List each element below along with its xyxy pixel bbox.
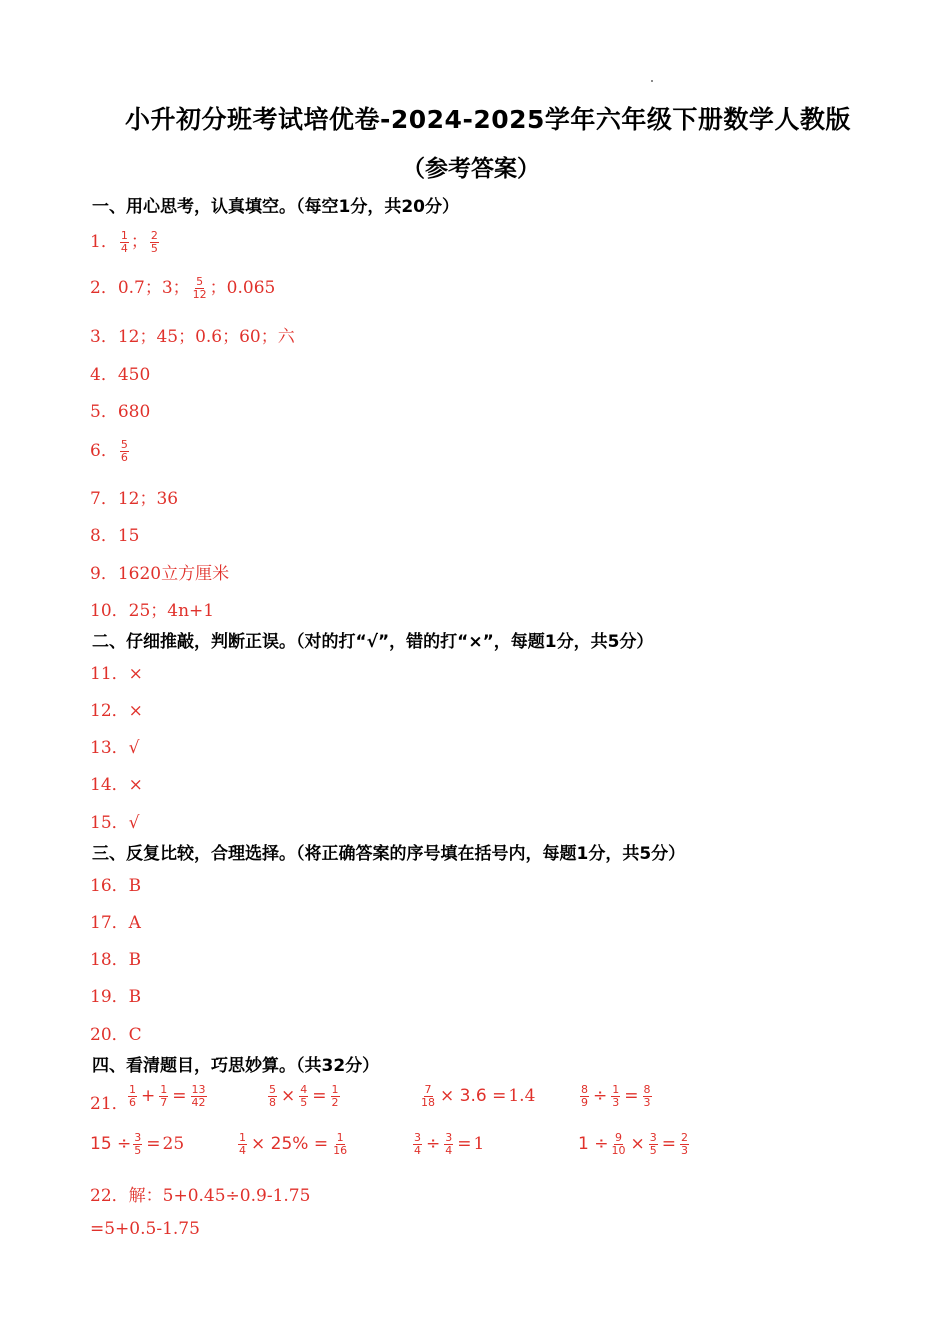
answer-8: 8．15 [90,526,140,546]
answer-12: 12．× [90,701,143,721]
answer-4: 4．450 [90,365,151,385]
answer-14: 14．× [90,775,143,795]
answer-16: 16．B [90,876,142,896]
calc-expression-5: 15 ÷ $\frac{3}{5}$ = 25 [90,1131,185,1157]
answer-9: 9．1620立方厘米 [90,564,230,584]
answer-7: 7．12；36 [90,489,179,509]
calc-expression-6: $\frac{1}{4}$ × 25% = $\frac{1}{16}$ [239,1131,348,1157]
answer-20: 20．C [90,1025,142,1045]
fraction: $\frac{1}{4}$ [120,229,128,255]
answer-1: 1． $\frac{1}{4}$ ； $\frac{2}{5}$ [90,229,158,255]
section-heading-4: 四、看清题目，巧思妙算。（共32分） [92,1056,380,1076]
answer-3: 3．12；45；0.6；60；六 [90,327,295,347]
section-heading-3: 三、反复比较，合理选择。（将正确答案的序号填在括号内，每题1分，共5分） [92,844,686,864]
calc-expression-3: $\frac{7}{18}$ × 3.6 = 1.4 [421,1083,536,1109]
answer-21-label: 21． [90,1094,129,1114]
answer-22-step: =5+0.5-1.75 [90,1219,200,1239]
page-speck [651,80,653,82]
answer-19: 19．B [90,987,142,1007]
page-title: 小升初分班考试培优卷-2024-2025学年六年级下册数学人教版 [125,105,851,134]
answer-10: 10．25；4n+1 [90,601,215,621]
calc-expression-4: $\frac{8}{9}$ ÷ $\frac{1}{3}$ = $\frac{8}{3}$ [581,1083,651,1109]
fraction: $\frac{5}{12}$ [192,275,207,301]
answer-22: 22．解：5+0.45÷0.9-1.75 [90,1186,311,1206]
calc-expression-1: $\frac{1}{6}$ + $\frac{1}{7}$ = $\frac{13}{42}$ [129,1083,206,1109]
section-heading-1: 一、用心思考，认真填空。（每空1分，共20分） [92,197,459,217]
fraction: $\frac{5}{6}$ [120,438,128,464]
answer-17: 17．A [90,913,141,933]
answer-15: 15．√ [90,813,140,833]
page-subtitle: （参考答案） [402,156,540,182]
fraction: $\frac{2}{5}$ [150,229,158,255]
section-heading-2: 二、仔细推敲，判断正误。（对的打“√”，错的打“×”，每题1分，共5分） [92,632,654,652]
calc-expression-7: $\frac{3}{4}$ ÷ $\frac{3}{4}$ = 1 [414,1131,485,1157]
answer-6: 6． $\frac{5}{6}$ [90,438,128,464]
answer-2: 2．0.7；3； $\frac{5}{12}$ ；0.065 [90,275,276,301]
answer-11: 11．× [90,664,143,684]
answer-13: 13．√ [90,738,140,758]
answer-18: 18．B [90,950,142,970]
calc-expression-2: $\frac{5}{8}$ × $\frac{4}{5}$ = $\frac{1}{2}$ [269,1083,339,1109]
answer-5: 5．680 [90,402,151,422]
calc-expression-8: 1 ÷ $\frac{9}{10}$ × $\frac{3}{5}$ = $\frac{2}{3}$ [578,1131,688,1157]
